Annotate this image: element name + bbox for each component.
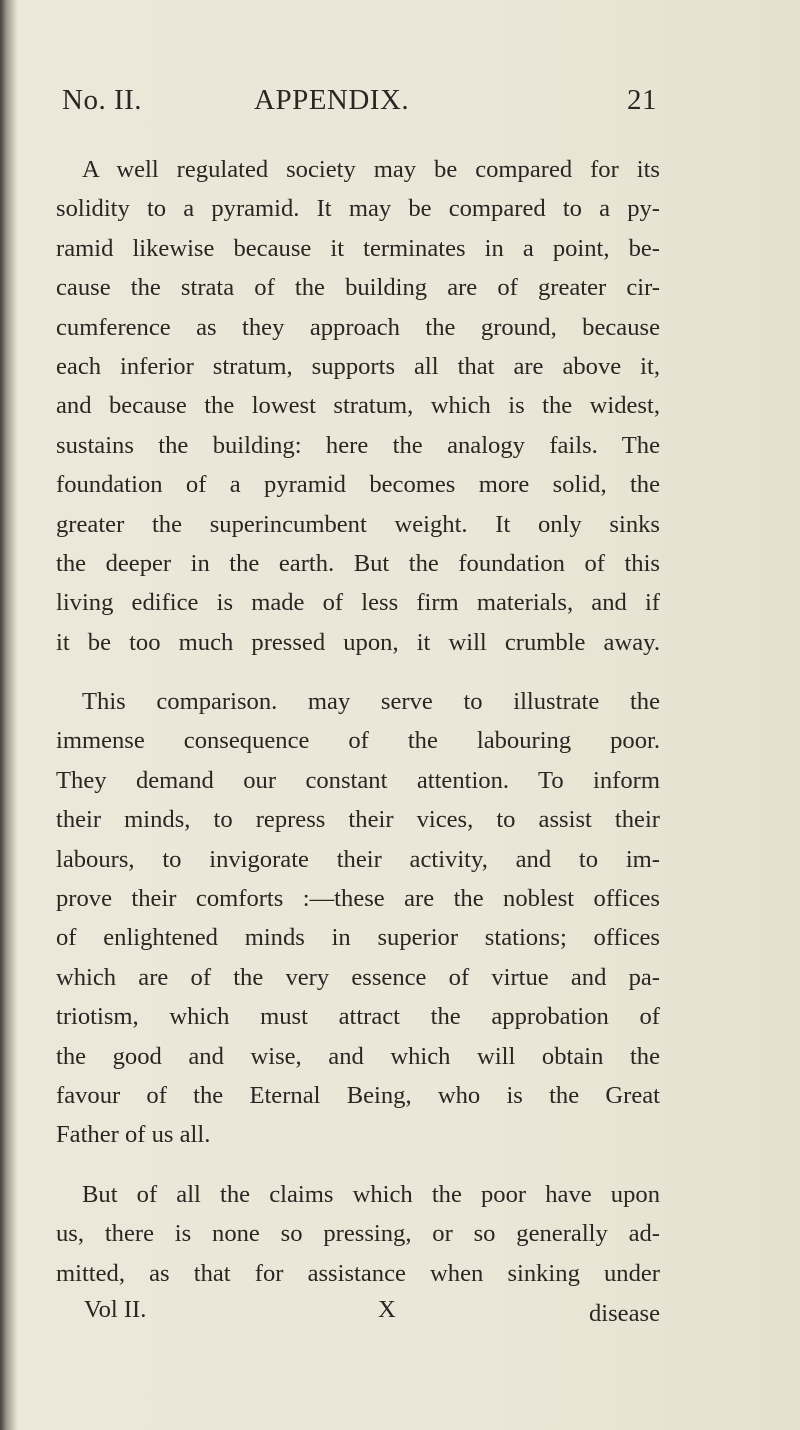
text-line: mitted, as that for assistance when sinking under xyxy=(56,1259,660,1287)
text-line: the good and wise, and which will obtain the xyxy=(56,1042,660,1070)
text-line: cause the strata of the building are of greater cir- xyxy=(56,274,660,302)
paragraph-gap xyxy=(56,1155,660,1175)
text-line: it be too much pressed upon, it will crumble away. xyxy=(56,628,660,656)
body-text xyxy=(56,150,660,1293)
text-line: immense consequence of the labouring poor. xyxy=(56,727,660,755)
text-line: They demand our constant attention. To inform xyxy=(56,766,660,794)
text-line: and because the lowest stratum, which is the widest, xyxy=(56,392,660,420)
text-line: the deeper in the earth. But the foundation of this xyxy=(56,549,660,577)
paragraph-1 xyxy=(56,150,660,662)
text-line: ramid likewise because it terminates in a point, be- xyxy=(56,234,660,262)
text-line: Father of us all. xyxy=(56,1121,211,1149)
text-line: labours, to invigorate their activity, and to im- xyxy=(56,845,660,873)
text-line: solidity to a pyramid. It may be compared to a py- xyxy=(56,195,660,223)
text-line: This comparison. may serve to illustrate the xyxy=(82,688,660,716)
appendix-number: No. II. xyxy=(62,84,143,116)
paragraph-2 xyxy=(56,682,660,1155)
text-line: of enlightened minds in superior stations; offices xyxy=(56,924,660,952)
binding-gutter xyxy=(0,0,18,1430)
text-line: favour of the Eternal Being, who is the Great xyxy=(56,1081,660,1109)
text-line: living edifice is made of less firm materials, and if xyxy=(56,589,660,617)
text-line: triotism, which must attract the approbation of xyxy=(56,1003,660,1031)
text-line: greater the superincumbent weight. It only sinks xyxy=(56,510,660,538)
text-line: sustains the building: here the analogy fails. The xyxy=(56,431,660,459)
header-title: APPENDIX. xyxy=(254,84,410,116)
paragraph-3 xyxy=(56,1175,660,1293)
paragraph-gap xyxy=(56,662,660,682)
catchword: disease xyxy=(588,1300,660,1327)
text-line: prove their comforts :—these are the noblest offices xyxy=(56,885,660,913)
text-line: their minds, to repress their vices, to assist their xyxy=(56,806,660,834)
text-line: But of all the claims which the poor have upon xyxy=(82,1180,660,1208)
text-line: A well regulated society may be compared for its xyxy=(82,156,660,183)
page-number: 21 xyxy=(627,84,657,116)
signature-mark: X xyxy=(378,1296,396,1323)
volume-label: Vol II. xyxy=(84,1296,147,1323)
text-line: foundation of a pyramid becomes more solid, the xyxy=(56,471,660,499)
text-line: each inferior stratum, supports all that are above it, xyxy=(56,352,660,380)
text-line: cumference as they approach the ground, because xyxy=(56,313,660,341)
text-line: us, there is none so pressing, or so generally ad- xyxy=(56,1220,660,1248)
text-line: which are of the very essence of virtue and pa- xyxy=(56,963,660,991)
running-header xyxy=(62,84,657,124)
page-footer xyxy=(84,1296,660,1336)
